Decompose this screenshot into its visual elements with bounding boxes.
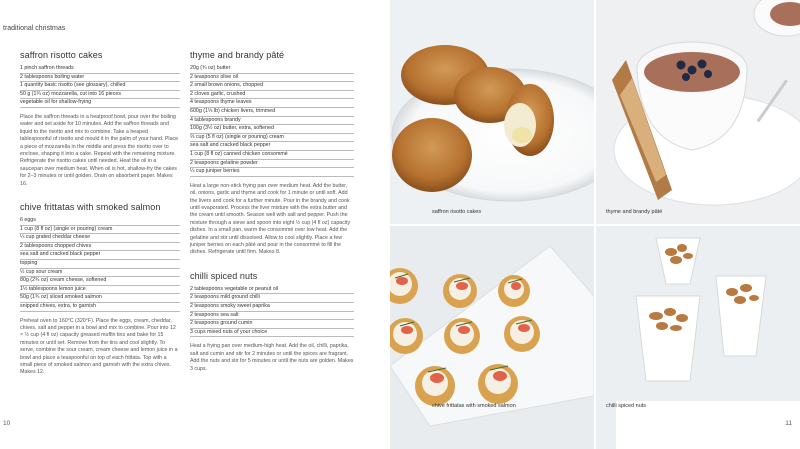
ingredient: 4 teaspoons thyme leaves xyxy=(190,99,354,108)
recipe-title: saffron risotto cakes xyxy=(20,50,103,60)
photo-caption: chive frittatas with smoked salmon xyxy=(432,403,516,409)
risotto-cakes-illustration xyxy=(390,0,594,224)
ingredient: 4 tablespoons brandy xyxy=(190,117,354,126)
photo-page xyxy=(390,0,800,449)
recipe-method: Preheat oven to 160°C (320°F). Place the eggs, cream, cheddar, chives, salt and pepper in a bowl and mix to combine. Pour into 12 × ½ cup (4 fl oz) capacity greased muffin tins and bake for 15 minutes or until set. Remove from the tins and cool slightly. To serve, combine the sour cream, cream cheese and lemon juice in a bowl and place a teaspoonful on top of each frittata. Top with a small piece of smoked salmon and garnish with the extra chives. Makes 12. xyxy=(20,317,178,376)
recipe-title: chilli spiced nuts xyxy=(190,270,258,281)
ingredient: 2 tablespoons chopped chives xyxy=(20,243,180,252)
ingredient: 2 cloves garlic, crushed xyxy=(190,91,354,100)
ingredient: 3 cups mixed nuts of your choice xyxy=(190,329,354,338)
section-label: traditional christmas xyxy=(3,25,66,32)
ingredient: ⅔ cup (5 fl oz) (single or pouring) cream xyxy=(190,134,354,143)
right-column xyxy=(190,50,354,383)
ingredient: 100g (3½ oz) butter, extra, softened xyxy=(190,125,354,134)
recipe-saffron-risotto-cakes xyxy=(20,50,180,188)
recipe-title: thyme and brandy pâté xyxy=(190,50,285,60)
ingredient: 50 g (1¾ oz) mozzarella, cut into 16 pieces xyxy=(20,91,180,100)
left-page xyxy=(0,0,390,449)
ingredient: topping xyxy=(20,260,180,269)
recipe-chive-frittatas xyxy=(20,202,180,377)
recipe-method: Place the saffron threads in a heatproof bowl, pour over the boiling water and set aside for 10 minutes. Add the saffron threads and liquid to the risotto and mix to combine. Take a heaped tablespoonful of risotto and mould it in the palm of your hand. Place a piece of mozzarella in the middle and press the risotto over to enclose, shaping it into a cake. Repeat with the remaining mixture. Refrigerate the risotto cakes until needed. Heat the oil in a saucepan over medium heat. When oil is hot, shallow-fry the cakes for 2–3 minutes or until golden. Drain on absorbent paper. Makes 16. xyxy=(20,113,179,187)
ingredient: ¼ cup juniper berries xyxy=(190,168,354,177)
ingredient: ½ cup sour cream xyxy=(20,269,180,278)
spiced-nuts-illustration xyxy=(596,226,800,449)
ingredient: 2 tablespoons vegetable or peanut oil xyxy=(190,286,354,295)
recipe-thyme-brandy-pate xyxy=(190,50,354,257)
ingredient: 2 teaspoons smoky sweet paprika xyxy=(190,303,354,312)
photo-thyme-brandy-pate xyxy=(596,0,800,224)
ingredient: 2 teaspoons gelatine powder xyxy=(190,160,354,169)
recipe-method: Heat a frying pan over medium-high heat. Add the oil, chilli, paprika, salt and cumin and stir for 2 minutes or until the spices are fragrant. Add the nuts and stir for 5 minutes or until the nuts are golden. Makes 3 cups. xyxy=(190,343,354,372)
ingredient: 2 tablespoons boiling water xyxy=(20,74,180,83)
ingredient-list xyxy=(20,65,180,108)
ingredient-list xyxy=(20,217,180,312)
frittatas-illustration xyxy=(390,226,594,449)
ingredient: 2 teaspoons ground cumin xyxy=(190,320,354,329)
ingredient: 2 teaspoons mild ground chilli xyxy=(190,294,354,303)
left-column xyxy=(20,50,180,387)
photo-chive-frittatas xyxy=(390,226,594,449)
ingredient: 600g (1⅓ lb) chicken livers, trimmed xyxy=(190,108,354,117)
ingredient: 1 cup (8 fl oz) canned chicken consommé xyxy=(190,151,354,160)
recipe-title: chive frittatas with smoked salmon xyxy=(20,202,161,213)
ingredient: 1 pinch saffron threads xyxy=(20,65,180,74)
ingredient: 2 teaspoons sea salt xyxy=(190,312,354,321)
ingredient: sea salt and cracked black pepper xyxy=(190,142,354,151)
recipe-chilli-spiced-nuts xyxy=(190,271,354,373)
ingredient-list xyxy=(190,65,354,177)
ingredient: ¼ cup grated cheddar cheese xyxy=(20,234,180,243)
photo-caption: saffron risotto cakes xyxy=(432,209,482,215)
photo-chilli-spiced-nuts xyxy=(596,226,800,449)
ingredient: vegetable oil for shallow-frying xyxy=(20,99,180,108)
ingredient-list xyxy=(190,286,354,338)
ingredient: sea salt and cracked black pepper xyxy=(20,251,180,260)
ingredient: 2 small brown onions, chopped xyxy=(190,82,354,91)
photo-caption: thyme and brandy pâté xyxy=(606,209,663,215)
photo-caption: chilli spiced nuts xyxy=(606,403,647,409)
ingredient: 50g (1¾ oz) sliced smoked salmon xyxy=(20,294,180,303)
ingredient: 1½ tablespoons lemon juice xyxy=(20,286,180,295)
ingredient: 6 eggs xyxy=(20,217,180,226)
pate-illustration xyxy=(596,0,800,224)
ingredient: 1 quantity basic risotto (see glossary), chilled xyxy=(20,82,180,91)
photo-saffron-risotto-cakes xyxy=(390,0,594,224)
page-number: 10 xyxy=(3,420,11,427)
page-number: 11 xyxy=(785,420,792,427)
recipe-method: Heat a large non-stick frying pan over medium heat. Add the butter, oil, onions, garlic and thyme and cook for 1 minute or until soft. Add the livers and cook for a further minute. Pour in the brandy and cook until evaporated. Process the liver mixture with the extra butter and the cream until smooth. Season well with salt and pepper. Push the mixture through a sieve and spoon into eight ½ cup (4 fl oz) capacity dishes. In a small pan, warm the consommé over low heat. Add the gelatine and stir until dissolved. Allow to cool slightly. Place a few juniper berries on each pâté and pour in the consommé to fill the dishes. Refrigerate until firm. Makes 8. xyxy=(190,182,351,256)
ingredient: 1 cup (8 fl oz) (single or pouring) cream xyxy=(20,226,180,235)
ingredient: 20g (¾ oz) butter xyxy=(190,65,354,74)
ingredient: 2 teaspoons olive oil xyxy=(190,74,354,83)
ingredient: 80g (2¾ oz) cream cheese, softened xyxy=(20,277,180,286)
ingredient: snipped chives, extra, to garnish xyxy=(20,303,180,312)
